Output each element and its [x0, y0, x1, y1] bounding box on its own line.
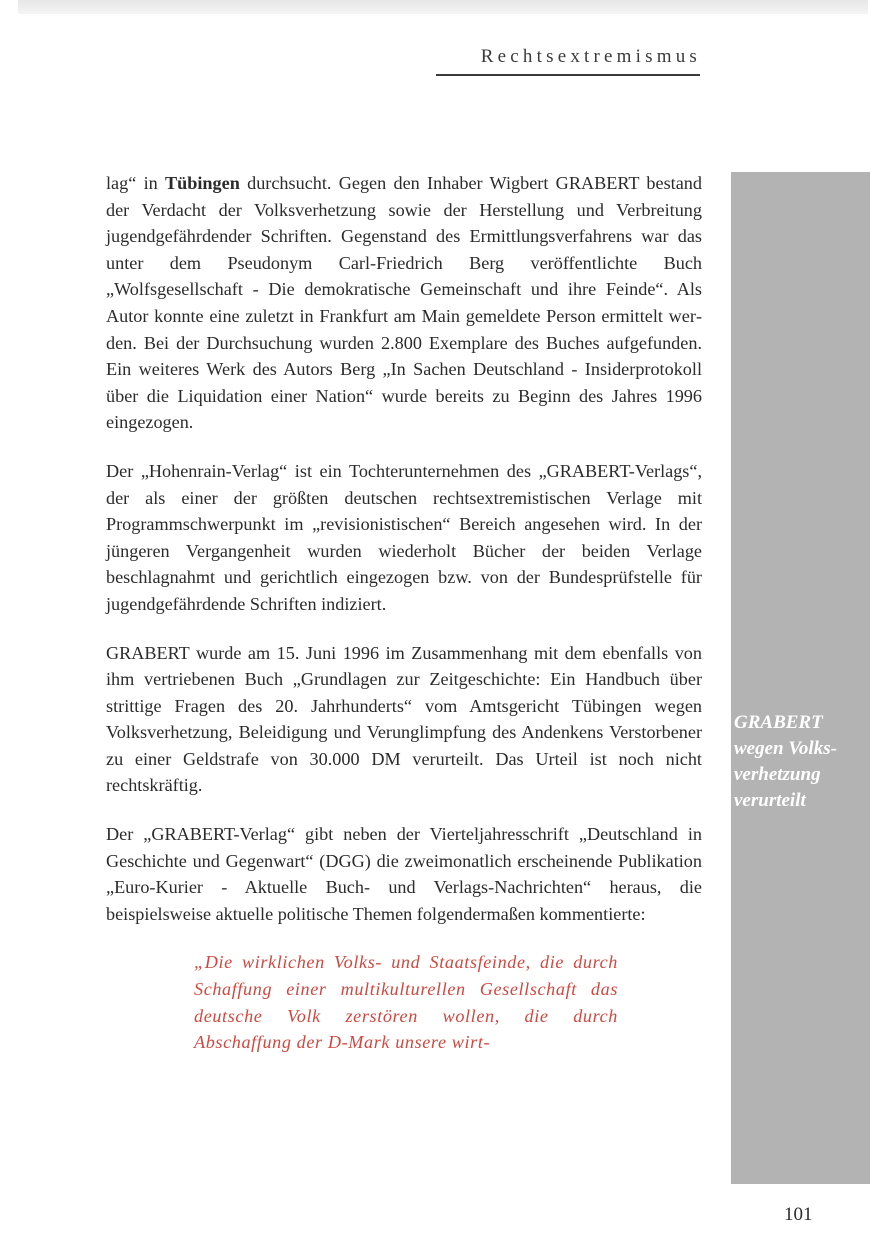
body-paragraph: [106, 170, 702, 436]
main-text-column: [106, 170, 702, 1056]
scan-top-band: [18, 0, 868, 14]
margin-sidebar: [731, 172, 870, 1184]
margin-note: [734, 710, 868, 814]
body-paragraph: GRABERT wurde am 15. Juni 1996 im Zusammenhang mit dem ebenfalls von ihm vertriebenen Buch „Grundlagen zur Zeitgeschichte: Ein Handbuch über strittige Fragen des 20. Jahrhunderts“ vom Amtsgericht Tübingen wegen Volksverhetzung, Beleidigung und Verunglimpfung des Andenkens Verstorbener zu einer Geldstrafe von 30.000 DM verurteilt. Das Urteil ist noch nicht rechtskräftig.: [106, 642, 702, 796]
header-rule: [436, 74, 700, 76]
bold-place-name: Tübingen: [165, 173, 240, 193]
running-header: Rechtsextremismus: [480, 46, 701, 67]
margin-note-line: verurteilt: [734, 790, 806, 811]
paragraph-text: lag“ in: [106, 173, 166, 193]
body-paragraph: Der „GRABERT-Verlag“ gibt neben der Vierteljahresschrift „Deutschland in Geschichte und Gegenwart“ (DGG) die zweimonatlich erscheinende Publikation „Euro-Kurier - Aktuelle Buch- und Verlags-Nachrichten“ heraus, die beispielsweise aktuelle politische Themen folgendermaßen kommentierte:: [106, 824, 702, 924]
body-paragraph: Der „Hohenrain-Verlag“ ist ein Tochterunternehmen des „GRABERT-Verlags“, der als einer der größten deutschen rechtsextremistischen Verlage mit Programmschwerpunkt im „revisionistischen“ Bereich angesehen wird. In der jüngeren Vergangenheit wurden wiederholt Bücher der beiden Verlage beschlagnahmt und gerichtlich eingezogen bzw. von der Bundesprüfstelle für jugendgefährdende Schriften indiziert.: [106, 460, 702, 614]
block-quote: „Die wirklichen Volks- und Staatsfeinde, die durch Schaffung einer multikulturellen Gesellschaft das deutsche Volk zerstören wollen, die durch Abschaffung der D-Mark unsere wirt-: [194, 952, 618, 1053]
paragraph-text: durchsucht. Gegen den Inhaber Wigbert GRABERT bestand der Verdacht der Volksverhetzung sowie der Herstellung und Verbreitung jugendgefährdender Schriften. Gegenstand des Ermittlungsverfahrens war das unter dem Pseudonym Carl-Friedrich Berg veröffentlichte Buch „Wolfsgesellschaft - Die demokratische Gemeinschaft und ihre Feinde“. Als Autor konnte eine zuletzt in Frankfurt am Main gemeldete Person ermittelt werden. Bei der Durchsuchung wurden 2.800 Exemplare des Buches aufgefunden. Ein weiteres Werk des Autors Berg „In Sachen Deutschland - Insiderprotokoll über die Liquidation einer Nation“ wurde bereits zu Beginn des Jahres 1996 eingezogen.: [106, 173, 702, 433]
margin-note-line: wegen Volks-: [734, 738, 837, 759]
margin-note-line: GRABERT: [734, 712, 823, 733]
margin-note-line: verhetzung: [734, 764, 821, 785]
page-number: 101: [784, 1204, 813, 1225]
